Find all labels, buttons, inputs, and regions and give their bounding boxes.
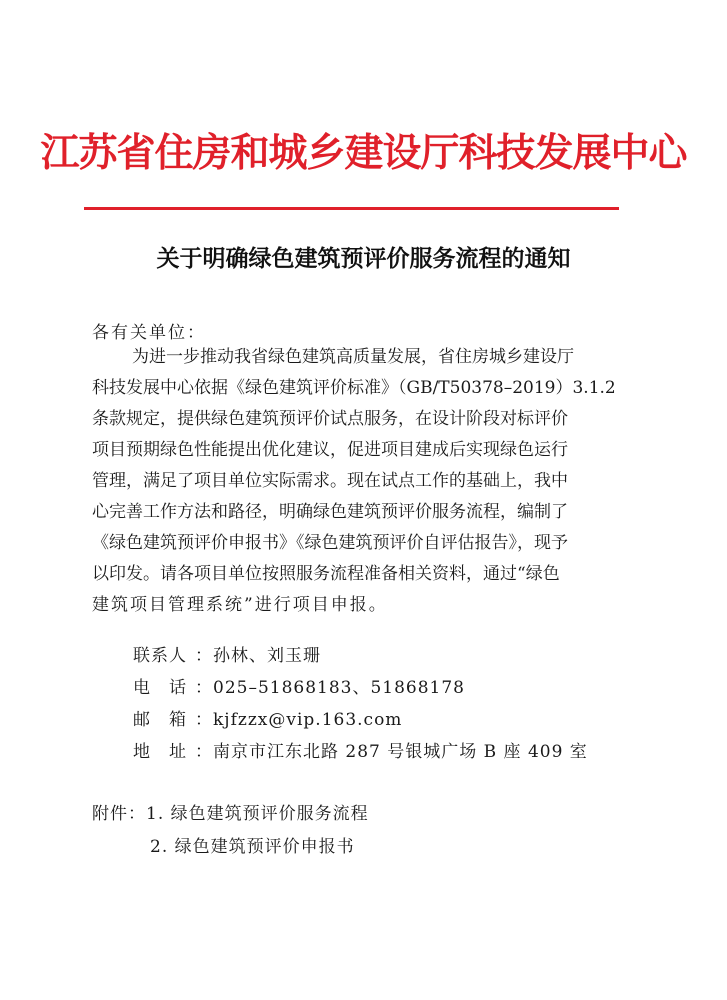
contact-name-value: 孙林、刘玉珊 bbox=[213, 646, 321, 666]
body-line-text: 条款规定，提供绿色建筑预评价试点服务，在设计阶段对标评价 bbox=[92, 409, 568, 429]
contact-block bbox=[133, 640, 588, 768]
body-line-text: 建筑项目管理系统”进行项目申报。 bbox=[92, 595, 388, 615]
attachment-prefix: 附件： bbox=[92, 804, 146, 824]
salutation: 各有关单位： bbox=[92, 323, 206, 343]
organization-header: 江苏省住房和城乡建设厅科技发展中心 bbox=[40, 131, 687, 176]
body-line bbox=[92, 497, 637, 528]
attachment-item bbox=[92, 831, 369, 864]
body-line-text: 管理，满足了项目单位实际需求。现在试点工作的基础上，我中 bbox=[92, 471, 568, 491]
body-line bbox=[92, 404, 637, 435]
phone-value: 025–51868183、51868178 bbox=[213, 678, 466, 698]
contact-row bbox=[133, 704, 588, 736]
contact-label bbox=[133, 704, 213, 736]
body-line-text: 《绿色建筑预评价申报书》《绿色建筑预评价自评估报告》，现予 bbox=[92, 533, 568, 553]
address-value: 南京市江东北路 287 号银城广场 B 座 409 室 bbox=[213, 742, 588, 762]
body-line bbox=[92, 466, 637, 497]
contact-row bbox=[133, 640, 588, 672]
body-line bbox=[92, 528, 637, 559]
contact-row bbox=[133, 672, 588, 704]
body-line bbox=[92, 559, 637, 590]
body-line-text: 为进一步推动我省绿色建筑高质量发展，省住房城乡建设厅 bbox=[132, 347, 574, 367]
contact-label bbox=[133, 640, 213, 672]
notice-title: 关于明确绿色建筑预评价服务流程的通知 bbox=[156, 246, 571, 272]
body-line bbox=[92, 342, 637, 373]
contact-label-text: 地 址 bbox=[133, 742, 187, 762]
attachment-item bbox=[92, 798, 369, 831]
notice-body bbox=[92, 342, 637, 621]
attachment-item-text: 2. 绿色建筑预评价申报书 bbox=[150, 837, 355, 857]
colon: ： bbox=[195, 742, 213, 762]
body-line-text: 项目预期绿色性能提出优化建议，促进项目建成后实现绿色运行 bbox=[92, 440, 568, 460]
body-line-text: 科技发展中心依据《绿色建筑评价标准》（GB/T50378–2019）3.1.2 bbox=[92, 378, 616, 398]
colon: ： bbox=[195, 678, 213, 698]
body-line-text: 以印发。请各项目单位按照服务流程准备相关资料，通过“绿色 bbox=[92, 564, 560, 584]
body-line bbox=[92, 373, 637, 404]
contact-row bbox=[133, 736, 588, 768]
attachment-list bbox=[92, 798, 369, 864]
contact-label bbox=[133, 672, 213, 704]
email-value: kjfzzx@vip.163.com bbox=[213, 710, 403, 730]
contact-label-text: 邮 箱 bbox=[133, 710, 187, 730]
body-line-text: 心完善工作方法和路径，明确绿色建筑预评价服务流程，编制了 bbox=[92, 502, 568, 522]
attachment-item-text: 1. 绿色建筑预评价服务流程 bbox=[146, 804, 369, 824]
colon: ： bbox=[195, 646, 213, 666]
contact-label bbox=[133, 736, 213, 768]
body-line bbox=[92, 435, 637, 466]
colon: ： bbox=[195, 710, 213, 730]
contact-label-text: 电 话 bbox=[133, 678, 187, 698]
body-line bbox=[92, 590, 637, 621]
contact-label-text: 联系人 bbox=[133, 646, 187, 666]
red-divider bbox=[84, 207, 619, 210]
